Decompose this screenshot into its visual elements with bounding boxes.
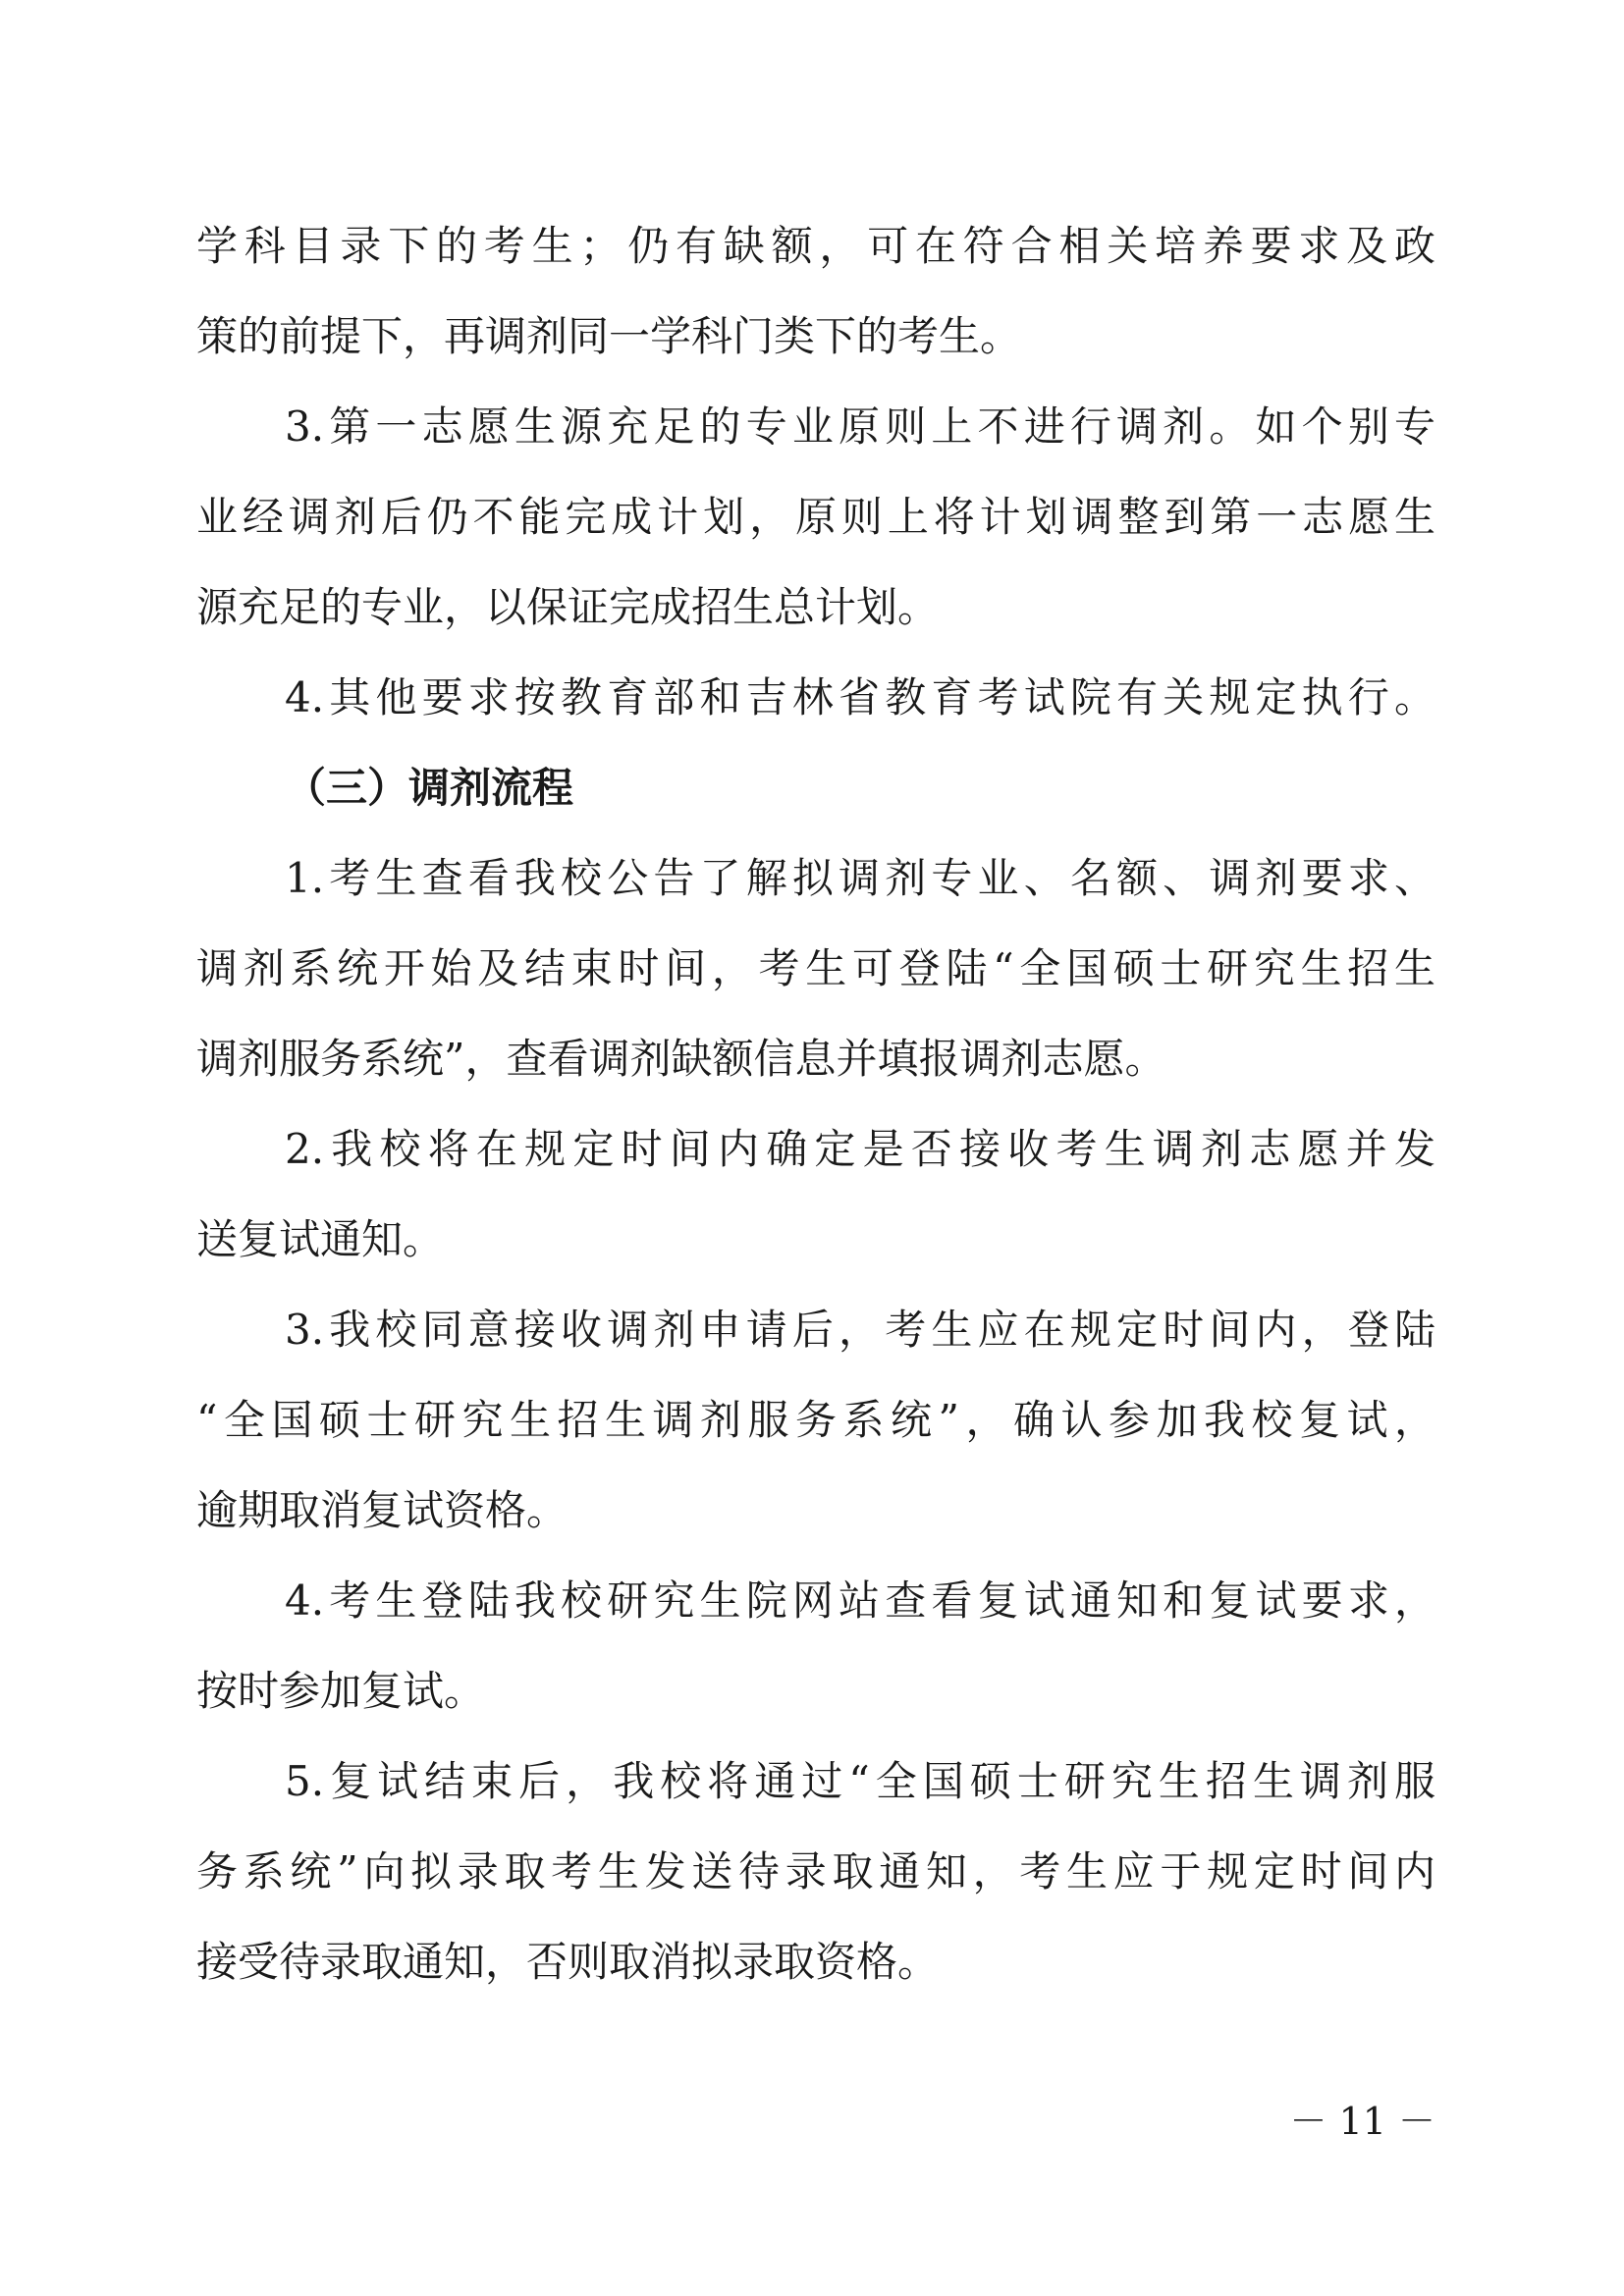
paragraph-line: 务系统”向拟录取考生发送待录取通知，考生应于规定时间内 (196, 1847, 1435, 1896)
paragraph-line: 4.考生登陆我校研究生院网站查看复试通知和复试要求， (285, 1576, 1435, 1625)
paragraph-line: 源充足的专业，以保证完成招生总计划。 (196, 583, 940, 631)
paragraph-line: 调剂系统开始及结束时间，考生可登陆“全国硕士研究生招生 (196, 944, 1435, 992)
paragraph-line: 1.考生查看我校公告了解拟调剂专业、名额、调剂要求、 (285, 854, 1435, 902)
paragraph-line: 业经调剂后仍不能完成计划，原则上将计划调整到第一志愿生 (196, 493, 1435, 541)
paragraph-line: “全国硕士研究生招生调剂服务系统”，确认参加我校复试， (196, 1396, 1435, 1444)
paragraph-line: 送复试通知。 (196, 1215, 445, 1263)
paragraph-line: 逾期取消复试资格。 (196, 1486, 568, 1534)
paragraph-line: 策的前提下，再调剂同一学科门类下的考生。 (196, 312, 1022, 360)
paragraph-line: 5.复试结束后，我校将通过“全国硕士研究生招生调剂服 (285, 1757, 1435, 1805)
section-heading: （三）调剂流程 (285, 764, 574, 812)
paragraph-line: 学科目录下的考生；仍有缺额，可在符合相关培养要求及政 (196, 222, 1435, 270)
paragraph-line: 4.其他要求按教育部和吉林省教育考试院有关规定执行。 (285, 673, 1435, 721)
paragraph-line: 接受待录取通知，否则取消拟录取资格。 (196, 1938, 940, 1986)
paragraph-line: 2.我校将在规定时间内确定是否接收考生调剂志愿并发 (285, 1125, 1435, 1173)
page-number: － 11 － (1289, 2100, 1435, 2143)
paragraph-line: 3.我校同意接收调剂申请后，考生应在规定时间内，登陆 (285, 1306, 1435, 1354)
paragraph-line: 调剂服务系统”，查看调剂缺额信息并填报调剂志愿。 (196, 1035, 1166, 1083)
paragraph-line: 按时参加复试。 (196, 1667, 486, 1715)
paragraph-line: 3.第一志愿生源充足的专业原则上不进行调剂。如个别专 (285, 402, 1435, 451)
